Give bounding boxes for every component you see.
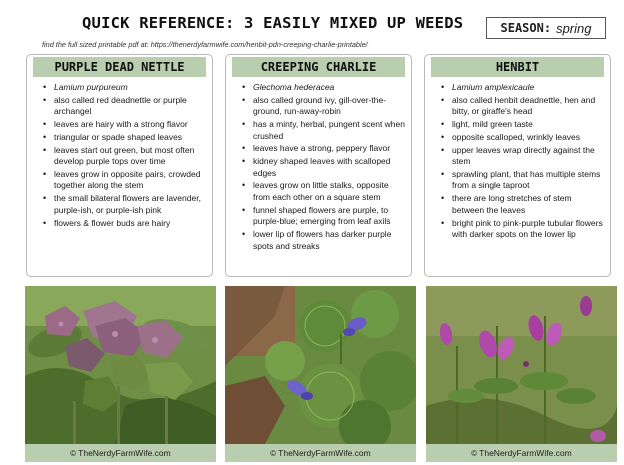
card-henbit (424, 54, 611, 277)
list-item: • bright pink to pink-purple tubular flowers with darker spots on the lower lip (439, 218, 605, 241)
henbit-image (426, 286, 617, 444)
season-value: spring (556, 20, 592, 36)
list-item: • Glechoma hederacea (240, 82, 406, 94)
list-item: • upper leaves wrap directly against the stem (439, 145, 605, 168)
list-item: • also called henbit deadnettle, hen and bitty, or giraffe's head (439, 95, 605, 118)
credit-text: TheNerdyFarmWife.com (479, 448, 572, 458)
list-item: • sprawling plant, that has multiple stems from a single taproot (439, 169, 605, 192)
card-purple-dead-nettle (26, 54, 213, 277)
copyright-icon: © (471, 448, 478, 458)
list-item: • leaves are hairy with a strong flavor (41, 119, 207, 131)
season-label: SEASON: (500, 21, 552, 35)
list-item: • opposite scalloped, wrinkly leaves (439, 132, 605, 144)
list-item: • also called red deadnettle or purple archangel (41, 95, 207, 118)
trait-list (41, 82, 207, 230)
photo-creeping-charlie (225, 286, 416, 444)
list-item: • leaves have a strong, peppery flavor (240, 143, 406, 155)
season-box (486, 17, 606, 39)
trait-list (439, 82, 605, 242)
list-item: • has a minty, herbal, pungent scent when crushed (240, 119, 406, 142)
list-item: • there are long stretches of stem between the leaves (439, 193, 605, 216)
list-item: • lower lip of flowers has darker purple spots and streaks (240, 229, 406, 252)
list-item: • light, mild green taste (439, 119, 605, 131)
copyright-icon: © (270, 448, 277, 458)
list-item: • also called ground ivy, gill-over-the-ground, run-away-robin (240, 95, 406, 118)
card-heading: HENBIT (431, 57, 604, 77)
credit-text: TheNerdyFarmWife.com (78, 448, 171, 458)
list-item: • leaves grow in opposite pairs, crowded together along the stem (41, 169, 207, 192)
photo-credit (426, 444, 617, 462)
photo-henbit (426, 286, 617, 444)
page-title: QUICK REFERENCE: 3 EASILY MIXED UP WEEDS (82, 14, 464, 32)
trait-list (240, 82, 406, 253)
list-item: • Lamium amplexicaule (439, 82, 605, 94)
list-item: • leaves grow on little stalks, opposite from each other on a square stem (240, 180, 406, 203)
photo-credit (25, 444, 216, 462)
photo-credit (225, 444, 416, 462)
credit-text: TheNerdyFarmWife.com (278, 448, 371, 458)
card-creeping-charlie (225, 54, 412, 277)
list-item: • triangular or spade shaped leaves (41, 132, 207, 144)
list-item: • kidney shaped leaves with scalloped edges (240, 156, 406, 179)
copyright-icon: © (70, 448, 77, 458)
card-heading: CREEPING CHARLIE (232, 57, 405, 77)
pdf-link-note: find the full sized printable pdf at: https://thenerdyfarmwife.com/henbit-pdn-creeping-charlie-printable/ (42, 40, 368, 49)
list-item: • leaves start out green, but most often develop purple tops over time (41, 145, 207, 168)
purple-dead-nettle-image (25, 286, 216, 444)
photo-purple-dead-nettle (25, 286, 216, 444)
card-heading: PURPLE DEAD NETTLE (33, 57, 206, 77)
list-item: • the small bilateral flowers are lavender, purple-ish, or purple-ish pink (41, 193, 207, 216)
list-item: • Lamium purpureum (41, 82, 207, 94)
list-item: • funnel shaped flowers are purple, to purple-blue; emerging from leaf axils (240, 205, 406, 228)
list-item: • flowers & flower buds are hairy (41, 218, 207, 230)
creeping-charlie-image (225, 286, 416, 444)
